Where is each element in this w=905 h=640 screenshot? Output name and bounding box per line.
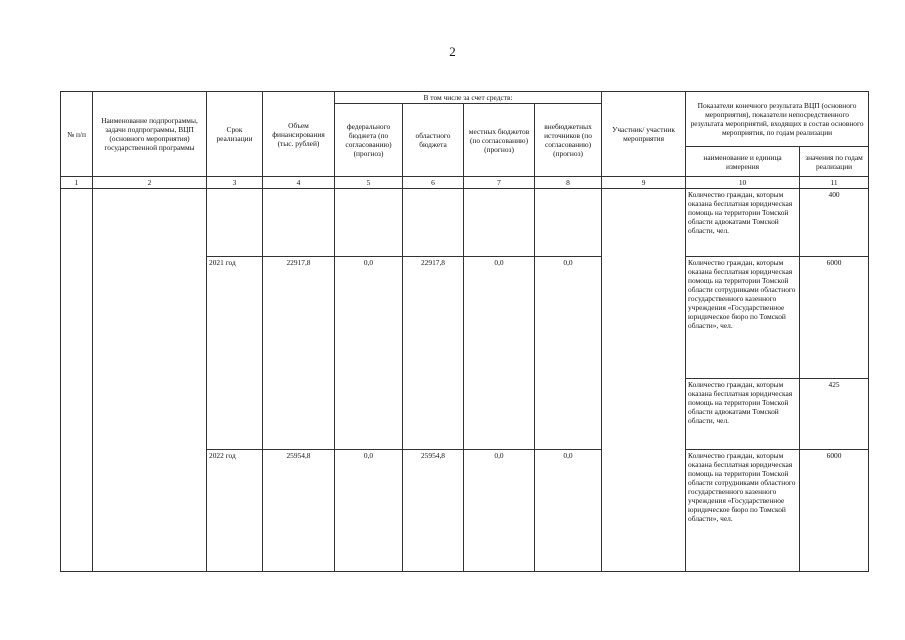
header-term: Срок реализации — [207, 92, 263, 177]
cell-name — [93, 189, 207, 572]
header-name: Наименование подпрограммы, задачи подпрограммы, ВЦП (основного мероприятия) государственной программы — [93, 92, 207, 177]
cell-federal: 0,0 — [335, 450, 403, 572]
cell-local: 0,0 — [464, 257, 535, 450]
cell-local: 0,0 — [464, 450, 535, 572]
header-ind-value: значения по годам реализации — [800, 147, 869, 177]
cell-local — [464, 189, 535, 257]
header-num: № п/п — [61, 92, 93, 177]
column-number: 3 — [207, 177, 263, 189]
column-number: 9 — [602, 177, 686, 189]
column-number: 10 — [686, 177, 800, 189]
column-numbers-row — [61, 177, 869, 189]
header-extra: внебюджетных источников (по согласованию) (прогноз) — [535, 104, 602, 177]
cell-volume — [263, 189, 335, 257]
column-number: 1 — [61, 177, 93, 189]
column-number: 4 — [263, 177, 335, 189]
column-number: 6 — [403, 177, 464, 189]
cell-volume: 22917,8 — [263, 257, 335, 450]
header-regional: областного бюджета — [403, 104, 464, 177]
header-indicators: Показатели конечного результата ВЦП (основного мероприятия), показатели непосредственного результата мероприятий, входящих в состав основного мероприятия, по годам реализации — [686, 92, 869, 147]
header-volume: Объем финансирования (тыс. рублей) — [263, 92, 335, 177]
header-participant: Участник/ участник мероприятия — [602, 92, 686, 177]
cell-ind-value: 6000 — [800, 450, 869, 572]
cell-regional: 25954,8 — [403, 450, 464, 572]
cell-extra: 0,0 — [535, 257, 602, 450]
cell-ind-value: 425 — [800, 379, 869, 450]
program-table — [60, 91, 869, 572]
cell-ind-name: Количество граждан, которым оказана бесплатная юридическая помощь на территории Томской области адвокатами Томской области, чел. — [686, 379, 800, 450]
cell-term: 2022 год — [207, 450, 263, 572]
cell-extra: 0,0 — [535, 450, 602, 572]
cell-ind-name: Количество граждан, которым оказана бесплатная юридическая помощь на территории Томской области адвокатами Томской области, чел. — [686, 189, 800, 257]
cell-regional — [403, 189, 464, 257]
cell-num — [61, 189, 93, 572]
page-number: 2 — [449, 44, 456, 59]
column-number: 11 — [800, 177, 869, 189]
table-row — [61, 189, 869, 257]
header-federal: федерального бюджета (по согласованию) (прогноз) — [335, 104, 403, 177]
header-including: В том числе за счет средств: — [335, 92, 602, 104]
cell-federal — [335, 189, 403, 257]
cell-federal: 0,0 — [335, 257, 403, 450]
cell-ind-name: Количество граждан, которым оказана бесплатная юридическая помощь на территории Томской области сотрудниками областного государственного казенного учреждения «Государственное юридическое бюро по Томской области», чел. — [686, 450, 800, 572]
cell-ind-value: 400 — [800, 189, 869, 257]
header-ind-name: наименование и единица измерения — [686, 147, 800, 177]
column-number: 7 — [464, 177, 535, 189]
cell-participant — [602, 189, 686, 572]
column-number: 8 — [535, 177, 602, 189]
cell-ind-value: 6000 — [800, 257, 869, 379]
cell-regional: 22917,8 — [403, 257, 464, 450]
column-number: 2 — [93, 177, 207, 189]
column-number: 5 — [335, 177, 403, 189]
cell-extra — [535, 189, 602, 257]
cell-ind-name: Количество граждан, которым оказана бесплатная юридическая помощь на территории Томской области сотрудниками областного государственного казенного учреждения «Государственное юридическое бюро по Томской области», чел. — [686, 257, 800, 379]
cell-volume: 25954,8 — [263, 450, 335, 572]
cell-term — [207, 189, 263, 257]
cell-term: 2021 год — [207, 257, 263, 450]
header-local: местных бюджетов (по согласованию) (прогноз) — [464, 104, 535, 177]
